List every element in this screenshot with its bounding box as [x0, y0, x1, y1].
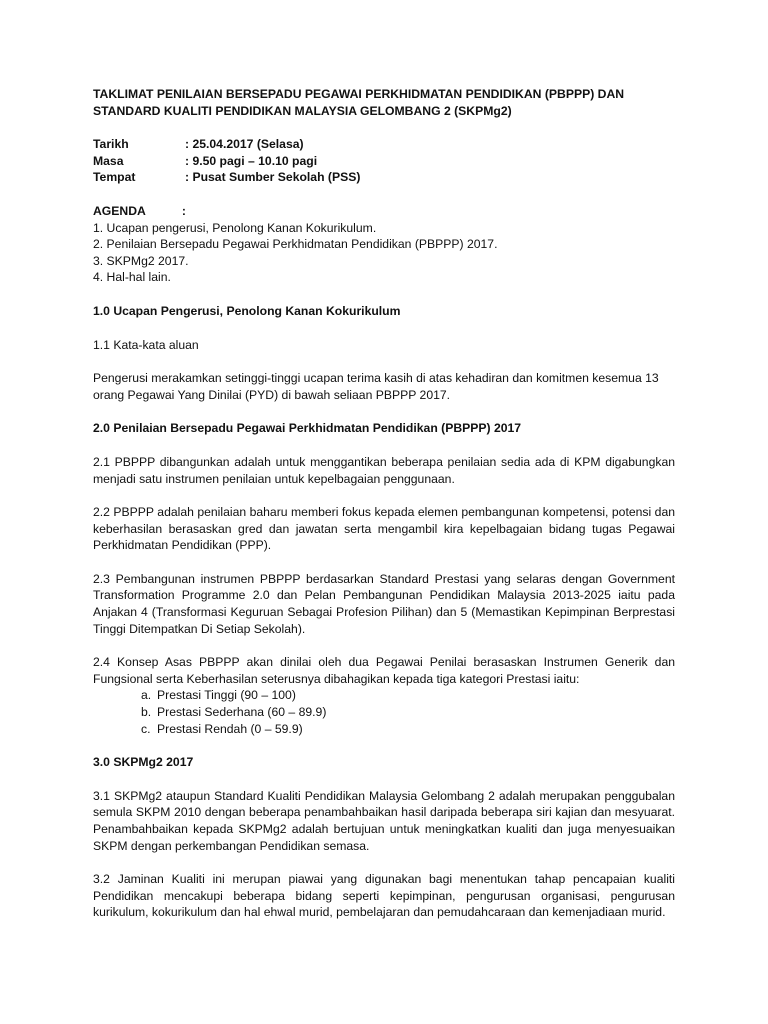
agenda-item: 4. Hal-hal lain. [93, 270, 171, 285]
paragraph: 2.2 PBPPP adalah penilaian baharu memberi fokus kepada elemen pembangunan kompetensi, potensi dan keberhasilan berasaskan gred dan jawatan serta mengambil kira kepelbagaian bidang tugas Pegawai Perkhidmatan Pendidikan (PPP). [93, 505, 675, 553]
list-marker: a. [141, 688, 152, 703]
info-row-time [93, 153, 675, 170]
info-label: Tempat [93, 170, 136, 185]
meeting-info [93, 136, 675, 186]
paragraph: 2.4 Konsep Asas PBPPP akan dinilai oleh dua Pegawai Penilai berasaskan Instrumen Generik dan Fungsional serta Keberhasilan seterusnya dibahagikan kepada tiga kategori Prestasi iaitu: [93, 655, 675, 686]
paragraph: 3.2 Jaminan Kualiti ini merupan piawai yang digunakan bagi menentukan tahap pencapaian kualiti Pendidikan mencakupi beberapa bidang seperti kepimpinan, pengurusan organisasi, pengurusan kurikulum, kokurikulum dan hal ehwal murid, pembelajaran dan pemudahcaraan dan kemenjadiaan murid. [93, 872, 675, 920]
agenda-item: 1. Ucapan pengerusi, Penolong Kanan Kokurikulum. [93, 220, 377, 235]
list-text: Prestasi Rendah (0 – 59.9) [157, 721, 303, 736]
subsection-heading: 1.1 Kata-kata aluan [93, 337, 199, 352]
info-label: Masa [93, 153, 124, 168]
list-item [141, 687, 675, 704]
section-heading: 1.0 Ucapan Pengerusi, Penolong Kanan Kokurikulum [93, 303, 401, 318]
section-heading: 3.0 SKPMg2 2017 [93, 755, 194, 770]
agenda-item: 3. SKPMg2 2017. [93, 253, 189, 268]
info-value: : 9.50 pagi – 10.10 pagi [185, 153, 318, 168]
paragraph: 2.1 PBPPP dibangunkan adalah untuk menggantikan beberapa penilaian sedia ada di KPM digabungkan menjadi satu instrumen penilaian untuk kepelbagaian penggunaan. [93, 454, 675, 486]
info-row-date [93, 136, 675, 153]
document-content [93, 86, 675, 921]
list-text: Prestasi Sederhana (60 – 89.9) [157, 705, 327, 720]
section-heading: 2.0 Penilaian Bersepadu Pegawai Perkhidmatan Pendidikan (PBPPP) 2017 [93, 421, 522, 436]
paragraph: 3.1 SKPMg2 ataupun Standard Kualiti Pendidikan Malaysia Gelombang 2 adalah merupakan penggubalan semula SKPM 2010 dengan beberapa penambahbaikan hasil daripada beberapa siri kajian dan mesyuarat. Penambahbaikan kepada SKPMg2 adalah bertujuan untuk meningkatkan kualiti dan juga menyesuaikan SKPM dengan perkembangan Pendidikan semasa. [93, 788, 675, 853]
info-label: Tarikh [93, 137, 129, 152]
info-row-place [93, 169, 675, 186]
list-item [141, 704, 675, 721]
info-value: : Pusat Sumber Sekolah (PSS) [185, 170, 361, 185]
list-text: Prestasi Tinggi (90 – 100) [157, 688, 296, 703]
agenda-colon: : [181, 203, 186, 218]
paragraph: 2.3 Pembangunan instrumen PBPPP berdasarkan Standard Prestasi yang selaras dengan Government Transformation Programme 2.0 dan Pelan Pembangunan Pendidikan Malaysia 2013-2025 iaitu pada Anjakan 4 (Transformasi Keguruan Sebagai Profesion Pilihan) dan 5 (Memastikan Kepimpinan Berprestasi Tinggi Ditempatkan Di Setiap Sekolah). [93, 571, 675, 636]
paragraph: Pengerusi merakamkan setinggi-tinggi ucapan terima kasih di atas kehadiran dan komitmen kesemua 13 orang Pegawai Yang Dinilai (PYD) di bawah seliaan PBPPP 2017. [93, 371, 659, 402]
list-marker: b. [141, 705, 152, 720]
info-value: : 25.04.2017 (Selasa) [185, 137, 304, 152]
list-marker: c. [141, 721, 151, 736]
list-item [141, 721, 675, 738]
agenda-item: 2. Penilaian Bersepadu Pegawai Perkhidmatan Pendidikan (PBPPP) 2017. [93, 237, 498, 252]
prestasi-list [93, 687, 675, 737]
agenda-label: AGENDA [93, 203, 146, 218]
document-title: TAKLIMAT PENILAIAN BERSEPADU PEGAWAI PERKHIDMATAN PENDIDIKAN (PBPPP) DAN STANDARD KUALITI PENDIDIKAN MALAYSIA GELOMBANG 2 (SKPMg2) [93, 87, 625, 118]
agenda-heading [93, 203, 675, 220]
